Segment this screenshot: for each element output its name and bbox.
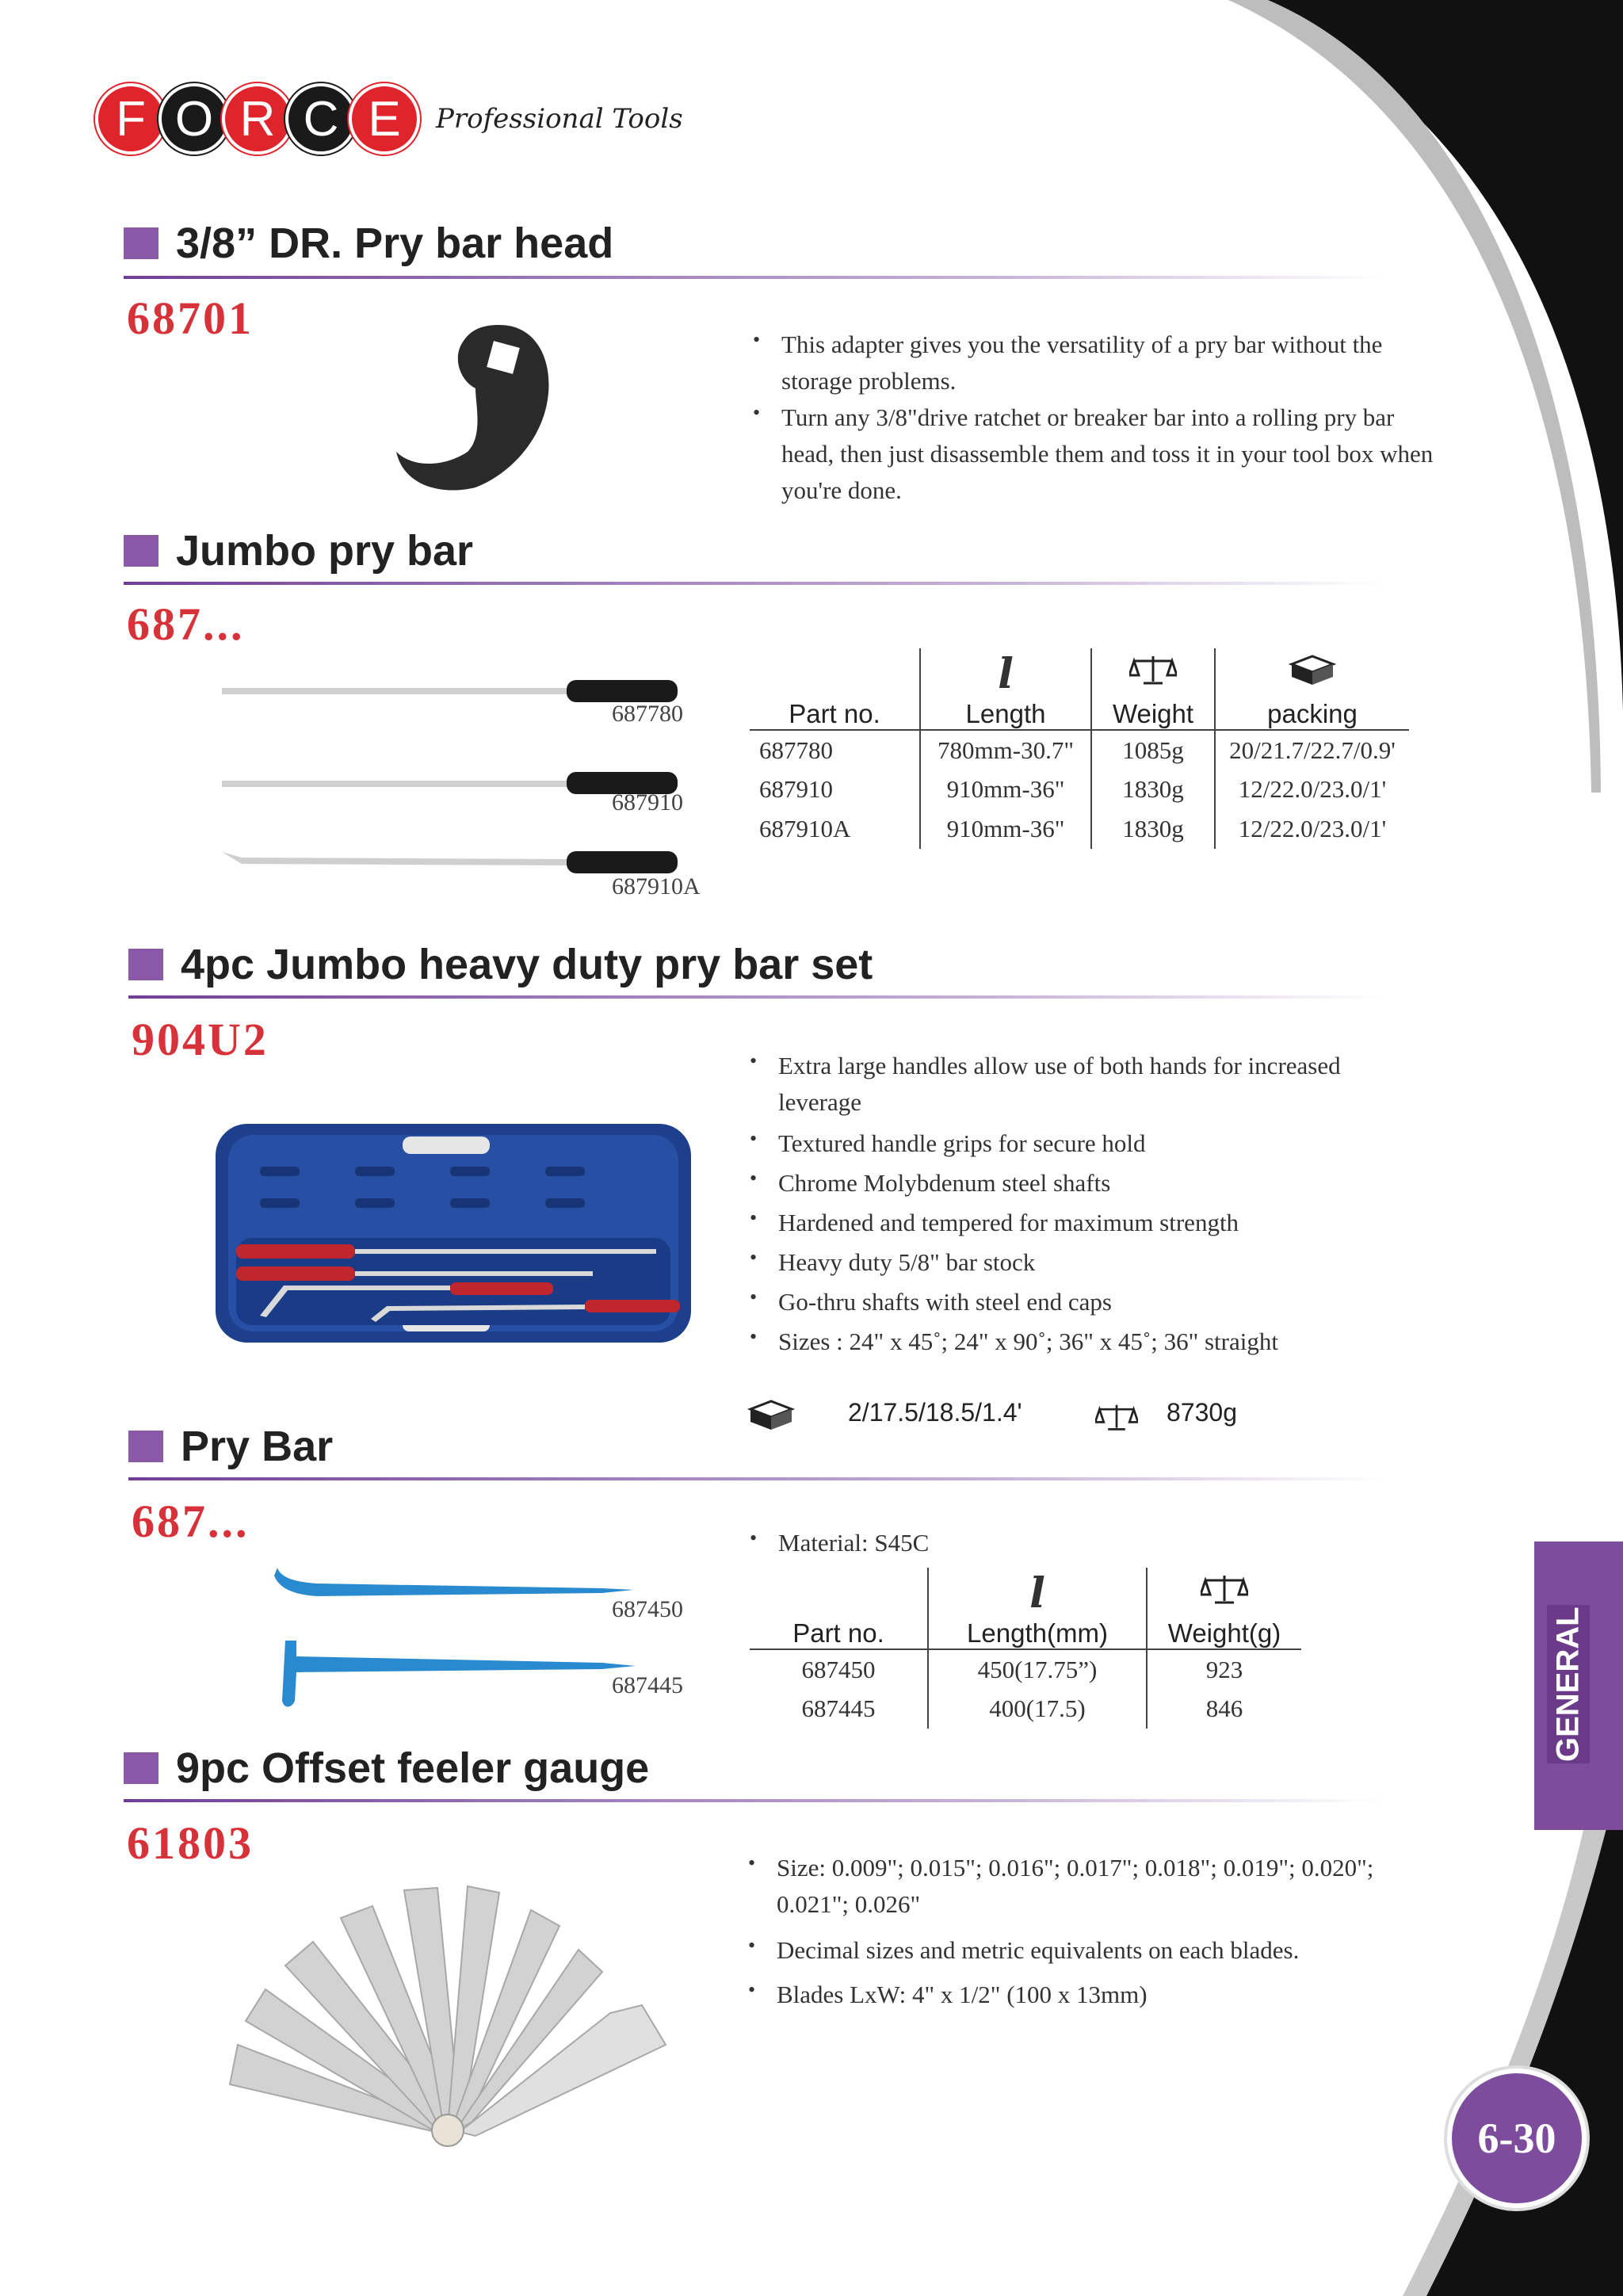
product-code: 687... xyxy=(132,1496,250,1547)
cell: 687780 xyxy=(759,735,833,764)
product-code: 61803 xyxy=(127,1817,254,1869)
cell: 780mm-30.7" xyxy=(920,730,1091,770)
table-row xyxy=(750,730,1409,770)
logo-letter: R xyxy=(222,83,293,155)
logo-letter: O xyxy=(158,83,230,155)
cell: 1085g xyxy=(1091,730,1215,770)
section-title-text: 4pc Jumbo heavy duty pry bar set xyxy=(181,941,873,988)
brand-logo xyxy=(95,79,683,159)
cell: 20/21.7/22.7/0.9' xyxy=(1215,730,1409,770)
feature-item: • Decimal sizes and metric equivalents on each blades. xyxy=(748,1932,1445,1969)
length-icon: l xyxy=(928,1568,1147,1618)
section-marker xyxy=(128,949,163,980)
feature-item: • Chrome Molybdenum steel shafts xyxy=(750,1165,1447,1201)
cell: 687910 xyxy=(759,775,833,803)
scale-icon xyxy=(1095,1403,1138,1433)
weight-value: 8730g xyxy=(1167,1398,1237,1427)
logo-letter: E xyxy=(349,83,420,155)
image-label: 687450 xyxy=(612,1596,683,1622)
box-icon xyxy=(747,1398,796,1433)
table-row xyxy=(750,1649,1301,1689)
feature-list xyxy=(753,327,1450,509)
cell: 1830g xyxy=(1091,770,1215,809)
feature-item: • Turn any 3/8"drive ratchet or breaker bar into a rolling pry bar head, then just disassemble them and toss it in your tool box when you're done. xyxy=(753,399,1450,509)
feature-item: • Go-thru shafts with steel end caps xyxy=(750,1284,1447,1320)
table-row xyxy=(750,1689,1301,1729)
cell: 910mm-36" xyxy=(920,809,1091,849)
cell: 846 xyxy=(1147,1689,1301,1729)
feature-item: • Textured handle grips for secure hold xyxy=(750,1125,1447,1162)
section-title xyxy=(124,526,473,575)
feature-item: • Hardened and tempered for maximum strength xyxy=(750,1205,1447,1241)
length-icon: l xyxy=(920,648,1091,699)
section-rule xyxy=(124,276,1384,279)
section-title xyxy=(124,1744,649,1793)
image-label: 687910A xyxy=(612,873,701,900)
pry-bar-set-case-image xyxy=(212,1119,696,1349)
image-label: 687780 xyxy=(612,701,683,727)
feature-list xyxy=(750,1048,1447,1360)
cell: 12/22.0/23.0/1' xyxy=(1215,809,1409,849)
feature-item: • Blades LxW: 4" x 1/2" (100 x 13mm) xyxy=(748,1977,1445,2013)
packing-value: 2/17.5/18.5/1.4' xyxy=(848,1398,1022,1427)
section-title-text: Pry Bar xyxy=(181,1423,334,1470)
category-tab-label: GENERAL xyxy=(1547,1605,1590,1763)
feature-list xyxy=(748,1850,1445,2013)
material-note: • Material: S45C xyxy=(750,1525,1304,1561)
cell: 1830g xyxy=(1091,809,1215,849)
section-title xyxy=(128,1422,333,1471)
section-marker xyxy=(124,227,158,259)
col-header: Length xyxy=(920,699,1091,730)
cell: 687910A xyxy=(759,815,851,842)
section-marker xyxy=(124,535,158,567)
feature-item: • This adapter gives you the versatility of a pry bar without the storage problems. xyxy=(753,327,1450,399)
feature-item: • Sizes : 24" x 45˚; 24" x 90˚; 36" x 45˚; 36" straight xyxy=(750,1324,1447,1360)
section-rule xyxy=(128,1477,1384,1480)
product-code: 68701 xyxy=(127,292,254,344)
section-rule xyxy=(124,1799,1384,1802)
pry-bar-head-image xyxy=(388,317,579,499)
logo-letter: C xyxy=(285,83,357,155)
pry-bar-image xyxy=(269,1561,650,1712)
box-icon xyxy=(1215,648,1409,699)
table-row xyxy=(750,770,1409,809)
col-header: Length(mm) xyxy=(928,1618,1147,1649)
image-label: 687910 xyxy=(612,789,683,816)
product-code: 904U2 xyxy=(132,1014,269,1065)
cell: 923 xyxy=(1147,1649,1301,1689)
feeler-gauge-image xyxy=(214,1855,721,2156)
feature-item: • Size: 0.009"; 0.015"; 0.016"; 0.017"; 0.018"; 0.019"; 0.020"; 0.021"; 0.026" xyxy=(748,1850,1445,1923)
section-marker xyxy=(128,1431,163,1462)
spec-table xyxy=(750,648,1409,849)
section-title xyxy=(128,940,873,989)
feature-list xyxy=(750,1525,1304,1561)
section-title-text: 3/8” DR. Pry bar head xyxy=(176,220,614,267)
feature-item: • Extra large handles allow use of both hands for increased leverage xyxy=(750,1048,1447,1121)
col-header: Weight xyxy=(1091,699,1215,730)
section-marker xyxy=(124,1752,158,1784)
cell: 687445 xyxy=(801,1694,876,1722)
cell: 687450 xyxy=(801,1655,876,1683)
category-tab xyxy=(1534,1541,1623,1830)
col-header: packing xyxy=(1215,699,1409,730)
section-title-text: Jumbo pry bar xyxy=(176,527,474,575)
scale-icon xyxy=(1147,1568,1301,1618)
page-number: 6-30 xyxy=(1447,2069,1587,2208)
section-title xyxy=(124,219,613,268)
table-row xyxy=(750,809,1409,849)
col-header: Part no. xyxy=(750,1618,928,1649)
cell: 400(17.5) xyxy=(928,1689,1147,1729)
col-header: Weight(g) xyxy=(1147,1618,1301,1649)
brand-tagline: Professional Tools xyxy=(436,103,683,135)
section-rule xyxy=(128,995,1384,999)
cell: 450(17.75”) xyxy=(928,1649,1147,1689)
cell: 12/22.0/23.0/1' xyxy=(1215,770,1409,809)
product-code: 687... xyxy=(127,598,245,650)
spec-table xyxy=(750,1568,1301,1729)
image-label: 687445 xyxy=(612,1672,683,1698)
section-rule xyxy=(124,582,1384,585)
scale-icon xyxy=(1091,648,1215,699)
feature-item: • Heavy duty 5/8" bar stock xyxy=(750,1244,1447,1281)
col-header: Part no. xyxy=(750,699,920,730)
logo-letter: F xyxy=(95,83,166,155)
cell: 910mm-36" xyxy=(920,770,1091,809)
section-title-text: 9pc Offset feeler gauge xyxy=(176,1744,650,1792)
